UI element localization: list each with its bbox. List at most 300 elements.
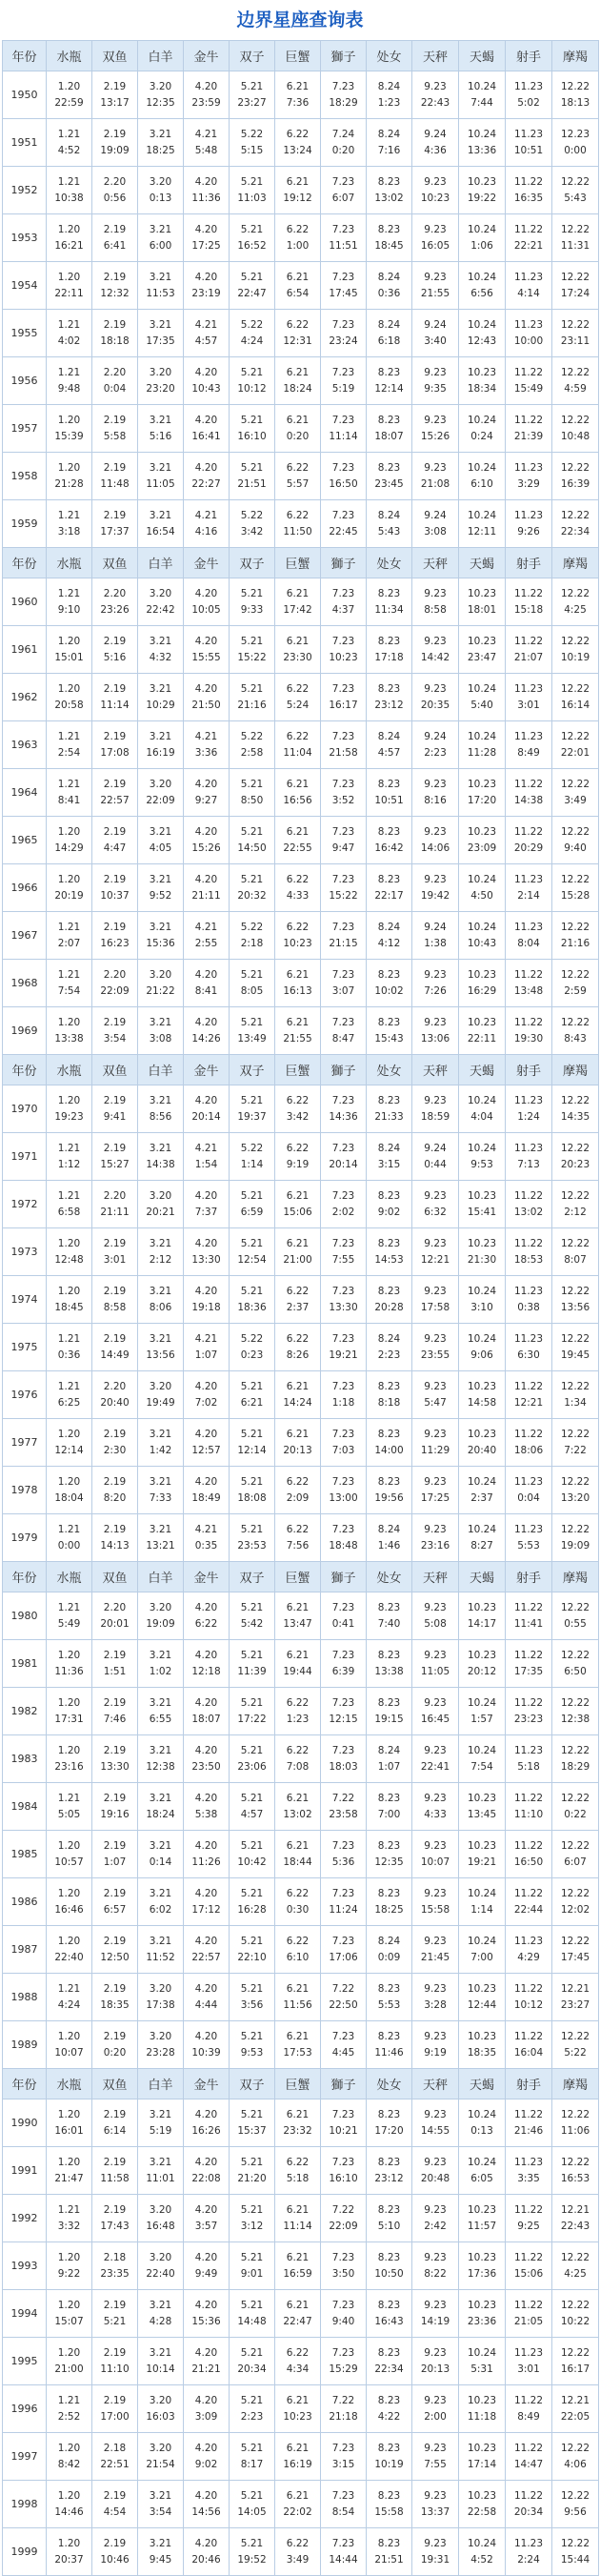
header-sign-label: 天蝎 [459, 1562, 506, 1592]
table-row [3, 405, 599, 453]
boundary-time-cell: 5.21 3:12 [230, 2195, 275, 2242]
boundary-time-cell: 3.20 23:28 [138, 2021, 184, 2069]
boundary-time-cell: 2.19 6:57 [92, 1878, 138, 1926]
header-sign-label: 金牛 [184, 41, 230, 71]
boundary-time-cell: 12.22 3:49 [552, 769, 599, 817]
boundary-time-cell: 4.21 4:57 [184, 310, 230, 357]
boundary-time-cell: 7.23 10:21 [321, 2099, 367, 2147]
header-sign-label: 处女 [367, 1562, 412, 1592]
boundary-time-cell: 2.19 3:54 [92, 1007, 138, 1055]
boundary-time-cell: 4.20 18:07 [184, 1688, 230, 1735]
boundary-time-cell: 9.23 16:05 [412, 214, 459, 262]
table-row [3, 1419, 599, 1467]
header-sign-label: 双鱼 [92, 41, 138, 71]
boundary-time-cell: 12.22 4:06 [552, 2433, 599, 2481]
boundary-time-cell: 5.21 12:14 [230, 1419, 275, 1467]
header-sign-label: 白羊 [138, 41, 184, 71]
year-cell: 1953 [3, 214, 47, 262]
boundary-time-cell: 3.21 6:02 [138, 1878, 184, 1926]
boundary-time-cell: 9.23 13:37 [412, 2481, 459, 2528]
boundary-time-cell: 11.22 14:47 [506, 2433, 552, 2481]
header-year-label: 年份 [3, 1055, 47, 1085]
boundary-time-cell: 4.20 21:21 [184, 2338, 230, 2385]
year-cell: 1970 [3, 1085, 47, 1133]
boundary-time-cell: 1.21 4:02 [47, 310, 92, 357]
boundary-time-cell: 4.20 3:09 [184, 2385, 230, 2433]
boundary-time-cell: 11.22 10:12 [506, 1974, 552, 2021]
boundary-time-cell: 6.22 4:33 [275, 864, 321, 912]
boundary-time-cell: 1.21 6:58 [47, 1181, 92, 1228]
boundary-time-cell: 10.24 9:06 [459, 1324, 506, 1371]
boundary-time-cell: 1.21 5:05 [47, 1783, 92, 1831]
table-row [3, 864, 599, 912]
boundary-time-cell: 2.19 8:58 [92, 1276, 138, 1324]
header-sign-label: 射手 [506, 2069, 552, 2099]
boundary-time-cell: 4.20 9:49 [184, 2242, 230, 2290]
boundary-time-cell: 5.21 11:03 [230, 167, 275, 214]
boundary-time-cell: 5.21 10:42 [230, 1831, 275, 1878]
boundary-time-cell: 9.23 7:55 [412, 2433, 459, 2481]
table-row [3, 2385, 599, 2433]
boundary-time-cell: 5.22 2:18 [230, 912, 275, 960]
header-sign-label: 獅子 [321, 548, 367, 578]
boundary-time-cell: 1.21 0:36 [47, 1324, 92, 1371]
year-cell: 1972 [3, 1181, 47, 1228]
header-sign-label: 天秤 [412, 1055, 459, 1085]
boundary-time-cell: 8.23 15:43 [367, 1007, 412, 1055]
boundary-time-cell: 10.24 7:44 [459, 71, 506, 119]
boundary-time-cell: 3.21 8:06 [138, 1276, 184, 1324]
boundary-time-cell: 10.23 11:57 [459, 2195, 506, 2242]
boundary-time-cell: 5.21 20:32 [230, 864, 275, 912]
header-sign-label: 射手 [506, 1562, 552, 1592]
boundary-time-cell: 4.20 11:36 [184, 167, 230, 214]
boundary-time-cell: 6.21 23:32 [275, 2099, 321, 2147]
year-cell: 1975 [3, 1324, 47, 1371]
boundary-time-cell: 11.23 5:53 [506, 1514, 552, 1562]
boundary-time-cell: 12.22 4:25 [552, 578, 599, 626]
header-year-label: 年份 [3, 548, 47, 578]
boundary-time-cell: 3.20 16:48 [138, 2195, 184, 2242]
boundary-time-cell: 8.23 13:38 [367, 1640, 412, 1688]
boundary-time-cell: 1.21 0:00 [47, 1514, 92, 1562]
boundary-time-cell: 1.20 21:00 [47, 2338, 92, 2385]
boundary-time-cell: 11.22 23:23 [506, 1688, 552, 1735]
boundary-time-cell: 2.19 7:46 [92, 1688, 138, 1735]
boundary-time-cell: 6.22 5:18 [275, 2147, 321, 2195]
boundary-time-cell: 1.20 18:04 [47, 1467, 92, 1514]
boundary-time-cell: 2.19 18:35 [92, 1974, 138, 2021]
boundary-time-cell: 12.22 9:40 [552, 817, 599, 864]
boundary-time-cell: 2.19 5:16 [92, 626, 138, 674]
boundary-time-cell: 9.23 8:58 [412, 578, 459, 626]
boundary-time-cell: 4.20 4:44 [184, 1974, 230, 2021]
boundary-time-cell: 10.23 22:11 [459, 1007, 506, 1055]
boundary-time-cell: 4.20 23:19 [184, 262, 230, 310]
boundary-time-cell: 9.23 16:45 [412, 1688, 459, 1735]
year-cell: 1952 [3, 167, 47, 214]
boundary-time-cell: 8.23 12:35 [367, 1831, 412, 1878]
boundary-time-cell: 12.22 19:45 [552, 1324, 599, 1371]
header-sign-label: 射手 [506, 1055, 552, 1085]
boundary-time-cell: 9.23 8:22 [412, 2242, 459, 2290]
header-sign-label: 巨蟹 [275, 548, 321, 578]
boundary-time-cell: 8.23 13:02 [367, 167, 412, 214]
boundary-time-cell: 12.22 6:07 [552, 1831, 599, 1878]
boundary-time-cell: 5.21 15:22 [230, 626, 275, 674]
boundary-time-cell: 8.24 5:43 [367, 500, 412, 548]
boundary-time-cell: 12.22 2:59 [552, 960, 599, 1007]
boundary-time-cell: 4.20 16:41 [184, 405, 230, 453]
boundary-time-cell: 8.23 18:45 [367, 214, 412, 262]
header-sign-label: 双子 [230, 1055, 275, 1085]
boundary-time-cell: 3.20 22:09 [138, 769, 184, 817]
boundary-time-cell: 9.23 21:08 [412, 453, 459, 500]
boundary-time-cell: 1.20 20:37 [47, 2528, 92, 2576]
table-row [3, 912, 599, 960]
boundary-time-cell: 2.19 4:47 [92, 817, 138, 864]
boundary-time-cell: 8.23 18:07 [367, 405, 412, 453]
boundary-time-cell: 2.19 19:16 [92, 1783, 138, 1831]
boundary-time-cell: 2.19 6:14 [92, 2099, 138, 2147]
boundary-time-cell: 7.23 6:07 [321, 167, 367, 214]
year-cell: 1971 [3, 1133, 47, 1181]
table-row [3, 769, 599, 817]
header-year-label: 年份 [3, 1562, 47, 1592]
boundary-time-cell: 8.23 18:25 [367, 1878, 412, 1926]
boundary-time-cell: 3.21 2:12 [138, 1228, 184, 1276]
boundary-time-cell: 10.23 12:44 [459, 1974, 506, 2021]
year-cell: 1951 [3, 119, 47, 167]
year-cell: 1988 [3, 1974, 47, 2021]
boundary-time-cell: 10.23 18:34 [459, 357, 506, 405]
boundary-time-cell: 1.20 15:07 [47, 2290, 92, 2338]
boundary-time-cell: 11.22 18:06 [506, 1419, 552, 1467]
boundary-time-cell: 9.24 1:38 [412, 912, 459, 960]
table-row [3, 214, 599, 262]
year-cell: 1962 [3, 674, 47, 721]
boundary-time-cell: 11.22 19:30 [506, 1007, 552, 1055]
year-cell: 1955 [3, 310, 47, 357]
boundary-time-cell: 3.21 11:01 [138, 2147, 184, 2195]
boundary-time-cell: 3.21 1:42 [138, 1419, 184, 1467]
boundary-time-cell: 7.23 9:47 [321, 817, 367, 864]
boundary-time-cell: 12.22 5:43 [552, 167, 599, 214]
boundary-time-cell: 4.20 5:38 [184, 1783, 230, 1831]
boundary-time-cell: 5.21 6:21 [230, 1371, 275, 1419]
boundary-time-cell: 4.20 10:05 [184, 578, 230, 626]
boundary-time-cell: 12.22 10:48 [552, 405, 599, 453]
boundary-time-cell: 11.22 8:49 [506, 2385, 552, 2433]
boundary-time-cell: 9.23 10:23 [412, 167, 459, 214]
year-cell: 1993 [3, 2242, 47, 2290]
boundary-time-cell: 10.24 12:11 [459, 500, 506, 548]
boundary-time-cell: 7.23 15:29 [321, 2338, 367, 2385]
boundary-time-cell: 8.23 20:28 [367, 1276, 412, 1324]
boundary-time-cell: 5.21 19:52 [230, 2528, 275, 2576]
boundary-time-cell: 4.20 14:56 [184, 2481, 230, 2528]
boundary-time-cell: 9.23 21:55 [412, 262, 459, 310]
boundary-time-cell: 9.23 6:32 [412, 1181, 459, 1228]
boundary-time-cell: 11.22 13:48 [506, 960, 552, 1007]
boundary-time-cell: 4.20 23:50 [184, 1735, 230, 1783]
boundary-time-cell: 3.21 6:55 [138, 1688, 184, 1735]
table-row [3, 1926, 599, 1974]
table-row [3, 960, 599, 1007]
boundary-time-cell: 11.23 9:26 [506, 500, 552, 548]
boundary-time-cell: 8.23 22:17 [367, 864, 412, 912]
year-cell: 1983 [3, 1735, 47, 1783]
year-cell: 1987 [3, 1926, 47, 1974]
boundary-time-cell: 12.22 10:22 [552, 2290, 599, 2338]
header-sign-label: 摩羯 [552, 41, 599, 71]
boundary-time-cell: 1.20 12:14 [47, 1419, 92, 1467]
year-cell: 1979 [3, 1514, 47, 1562]
boundary-time-cell: 8.23 14:00 [367, 1419, 412, 1467]
boundary-time-cell: 9.24 3:40 [412, 310, 459, 357]
boundary-time-cell: 11.22 17:35 [506, 1640, 552, 1688]
boundary-time-cell: 7.23 6:39 [321, 1640, 367, 1688]
table-row [3, 2099, 599, 2147]
table-row [3, 1228, 599, 1276]
year-cell: 1998 [3, 2481, 47, 2528]
boundary-time-cell: 11.22 15:06 [506, 2242, 552, 2290]
boundary-time-cell: 8.24 7:16 [367, 119, 412, 167]
boundary-time-cell: 2.19 5:58 [92, 405, 138, 453]
boundary-time-cell: 9.23 14:42 [412, 626, 459, 674]
boundary-time-cell: 10.24 3:10 [459, 1276, 506, 1324]
boundary-time-cell: 11.22 16:04 [506, 2021, 552, 2069]
table-row [3, 1974, 599, 2021]
boundary-time-cell: 2.20 21:11 [92, 1181, 138, 1228]
boundary-time-cell: 8.24 1:23 [367, 71, 412, 119]
boundary-time-cell: 1.20 21:47 [47, 2147, 92, 2195]
boundary-time-cell: 2.19 0:20 [92, 2021, 138, 2069]
boundary-time-cell: 1.20 11:36 [47, 1640, 92, 1688]
boundary-time-cell: 4.20 23:59 [184, 71, 230, 119]
year-cell: 1950 [3, 71, 47, 119]
boundary-time-cell: 9.23 3:28 [412, 1974, 459, 2021]
header-row [3, 41, 599, 71]
boundary-time-cell: 11.22 22:44 [506, 1878, 552, 1926]
boundary-time-cell: 6.21 11:14 [275, 2195, 321, 2242]
boundary-time-cell: 5.21 15:37 [230, 2099, 275, 2147]
header-sign-label: 獅子 [321, 41, 367, 71]
boundary-time-cell: 9.23 9:19 [412, 2021, 459, 2069]
table-row [3, 1467, 599, 1514]
boundary-time-cell: 5.21 19:37 [230, 1085, 275, 1133]
boundary-time-cell: 1.21 8:41 [47, 769, 92, 817]
boundary-time-cell: 11.23 0:04 [506, 1467, 552, 1514]
boundary-time-cell: 10.24 5:40 [459, 674, 506, 721]
boundary-time-cell: 6.21 23:30 [275, 626, 321, 674]
boundary-time-cell: 10.24 1:14 [459, 1878, 506, 1926]
boundary-time-cell: 6.21 15:06 [275, 1181, 321, 1228]
boundary-time-cell: 7.23 5:19 [321, 357, 367, 405]
boundary-time-cell: 9.23 9:35 [412, 357, 459, 405]
boundary-time-cell: 6.21 19:12 [275, 167, 321, 214]
boundary-time-cell: 9.23 14:06 [412, 817, 459, 864]
table-row [3, 1514, 599, 1562]
boundary-time-cell: 6.21 10:23 [275, 2385, 321, 2433]
boundary-time-cell: 9.23 15:26 [412, 405, 459, 453]
boundary-time-cell: 8.23 16:42 [367, 817, 412, 864]
boundary-time-cell: 2.19 18:18 [92, 310, 138, 357]
boundary-time-cell: 3.21 4:28 [138, 2290, 184, 2338]
boundary-time-cell: 10.23 23:36 [459, 2290, 506, 2338]
year-cell: 1973 [3, 1228, 47, 1276]
boundary-time-cell: 5.21 23:06 [230, 1735, 275, 1783]
boundary-time-cell: 5.21 12:54 [230, 1228, 275, 1276]
header-sign-label: 獅子 [321, 2069, 367, 2099]
boundary-time-cell: 7.23 4:37 [321, 578, 367, 626]
year-cell: 1996 [3, 2385, 47, 2433]
boundary-time-cell: 1.20 20:19 [47, 864, 92, 912]
boundary-time-cell: 12.22 10:19 [552, 626, 599, 674]
page-title: 边界星座查询表 [236, 10, 364, 30]
boundary-time-cell: 10.23 17:14 [459, 2433, 506, 2481]
boundary-time-cell: 11.23 4:14 [506, 262, 552, 310]
boundary-time-cell: 9.23 4:33 [412, 1783, 459, 1831]
boundary-time-cell: 9.23 14:19 [412, 2290, 459, 2338]
boundary-time-cell: 7.23 12:15 [321, 1688, 367, 1735]
boundary-time-cell: 2.19 5:21 [92, 2290, 138, 2338]
header-sign-label: 处女 [367, 41, 412, 71]
boundary-time-cell: 8.23 14:53 [367, 1228, 412, 1276]
boundary-time-cell: 4.20 19:18 [184, 1276, 230, 1324]
boundary-time-cell: 1.20 14:29 [47, 817, 92, 864]
boundary-time-cell: 2.19 10:46 [92, 2528, 138, 2576]
boundary-time-cell: 7.23 17:06 [321, 1926, 367, 1974]
boundary-time-cell: 4.20 22:27 [184, 453, 230, 500]
boundary-time-cell: 11.22 11:41 [506, 1592, 552, 1640]
boundary-time-cell: 7.23 14:44 [321, 2528, 367, 2576]
boundary-time-cell: 5.21 4:57 [230, 1783, 275, 1831]
boundary-time-cell: 2.19 3:01 [92, 1228, 138, 1276]
boundary-time-cell: 3.20 21:22 [138, 960, 184, 1007]
boundary-time-cell: 11.22 18:53 [506, 1228, 552, 1276]
boundary-time-cell: 1.21 4:24 [47, 1974, 92, 2021]
boundary-time-cell: 1.20 14:46 [47, 2481, 92, 2528]
boundary-time-cell: 12.22 7:22 [552, 1419, 599, 1467]
boundary-time-cell: 1.20 17:31 [47, 1688, 92, 1735]
boundary-time-cell: 10.23 14:17 [459, 1592, 506, 1640]
boundary-time-cell: 10.24 1:06 [459, 214, 506, 262]
year-cell: 1956 [3, 357, 47, 405]
boundary-time-cell: 4.21 1:54 [184, 1133, 230, 1181]
table-row [3, 2195, 599, 2242]
boundary-time-cell: 5.21 17:22 [230, 1688, 275, 1735]
header-sign-label: 天蝎 [459, 2069, 506, 2099]
boundary-time-cell: 7.23 11:24 [321, 1878, 367, 1926]
boundary-time-cell: 3.21 11:52 [138, 1926, 184, 1974]
boundary-time-cell: 1.20 22:11 [47, 262, 92, 310]
table-row [3, 500, 599, 548]
boundary-time-cell: 8.24 1:07 [367, 1735, 412, 1783]
boundary-time-cell: 12.22 22:01 [552, 721, 599, 769]
boundary-time-cell: 8.23 8:18 [367, 1371, 412, 1419]
boundary-time-cell: 10.23 15:41 [459, 1181, 506, 1228]
boundary-time-cell: 9.23 22:43 [412, 71, 459, 119]
boundary-time-cell: 2.19 14:49 [92, 1324, 138, 1371]
table-row [3, 2338, 599, 2385]
boundary-time-cell: 6.22 10:23 [275, 912, 321, 960]
boundary-time-cell: 6.22 4:34 [275, 2338, 321, 2385]
boundary-time-cell: 4.20 12:57 [184, 1419, 230, 1467]
boundary-time-cell: 4.20 20:14 [184, 1085, 230, 1133]
header-sign-label: 摩羯 [552, 1055, 599, 1085]
boundary-time-cell: 12.22 13:20 [552, 1467, 599, 1514]
boundary-time-cell: 10.24 13:36 [459, 119, 506, 167]
boundary-time-cell: 11.22 21:05 [506, 2290, 552, 2338]
table-row [3, 2242, 599, 2290]
boundary-time-cell: 2.19 11:58 [92, 2147, 138, 2195]
boundary-time-cell: 6.22 11:50 [275, 500, 321, 548]
boundary-time-cell: 7.23 13:30 [321, 1276, 367, 1324]
boundary-time-cell: 11.22 21:39 [506, 405, 552, 453]
zodiac-boundary-table [2, 40, 599, 2576]
boundary-time-cell: 3.21 15:36 [138, 912, 184, 960]
boundary-time-cell: 9.23 2:00 [412, 2385, 459, 2433]
boundary-time-cell: 12.22 2:12 [552, 1181, 599, 1228]
year-cell: 1990 [3, 2099, 47, 2147]
boundary-time-cell: 4.20 9:27 [184, 769, 230, 817]
boundary-time-cell: 11.22 14:38 [506, 769, 552, 817]
boundary-time-cell: 6.22 3:49 [275, 2528, 321, 2576]
boundary-time-cell: 8.23 19:15 [367, 1688, 412, 1735]
boundary-time-cell: 10.24 5:31 [459, 2338, 506, 2385]
boundary-time-cell: 11.23 3:35 [506, 2147, 552, 2195]
boundary-time-cell: 8.24 4:12 [367, 912, 412, 960]
boundary-time-cell: 2.19 2:30 [92, 1419, 138, 1467]
boundary-time-cell: 8.23 5:53 [367, 1974, 412, 2021]
boundary-time-cell: 4.20 20:46 [184, 2528, 230, 2576]
boundary-time-cell: 4.20 10:43 [184, 357, 230, 405]
boundary-time-cell: 2.19 1:07 [92, 1831, 138, 1878]
boundary-time-cell: 3.21 13:21 [138, 1514, 184, 1562]
boundary-time-cell: 4.20 3:57 [184, 2195, 230, 2242]
boundary-time-cell: 12.22 12:02 [552, 1878, 599, 1926]
boundary-time-cell: 2.19 10:37 [92, 864, 138, 912]
year-cell: 1976 [3, 1371, 47, 1419]
boundary-time-cell: 4.20 18:49 [184, 1467, 230, 1514]
boundary-time-cell: 2.20 22:09 [92, 960, 138, 1007]
boundary-time-cell: 7.23 18:03 [321, 1735, 367, 1783]
boundary-time-cell: 3.21 16:19 [138, 721, 184, 769]
boundary-time-cell: 7.23 2:02 [321, 1181, 367, 1228]
boundary-time-cell: 2.19 9:41 [92, 1085, 138, 1133]
boundary-time-cell: 4.20 22:57 [184, 1926, 230, 1974]
boundary-time-cell: 10.23 14:58 [459, 1371, 506, 1419]
boundary-time-cell: 7.23 19:21 [321, 1324, 367, 1371]
table-row [3, 578, 599, 626]
boundary-time-cell: 9.23 21:45 [412, 1926, 459, 1974]
table-row [3, 310, 599, 357]
header-sign-label: 双鱼 [92, 1562, 138, 1592]
boundary-time-cell: 3.21 10:14 [138, 2338, 184, 2385]
boundary-time-cell: 2.19 1:51 [92, 1640, 138, 1688]
boundary-time-cell: 1.20 10:57 [47, 1831, 92, 1878]
boundary-time-cell: 2.19 13:30 [92, 1735, 138, 1783]
boundary-time-cell: 2.20 23:26 [92, 578, 138, 626]
boundary-time-cell: 6.22 2:09 [275, 1467, 321, 1514]
boundary-time-cell: 5.21 23:27 [230, 71, 275, 119]
boundary-time-cell: 5.21 9:01 [230, 2242, 275, 2290]
boundary-time-cell: 4.20 14:26 [184, 1007, 230, 1055]
boundary-time-cell: 6.22 2:37 [275, 1276, 321, 1324]
header-sign-label: 天秤 [412, 2069, 459, 2099]
boundary-time-cell: 10.23 18:35 [459, 2021, 506, 2069]
